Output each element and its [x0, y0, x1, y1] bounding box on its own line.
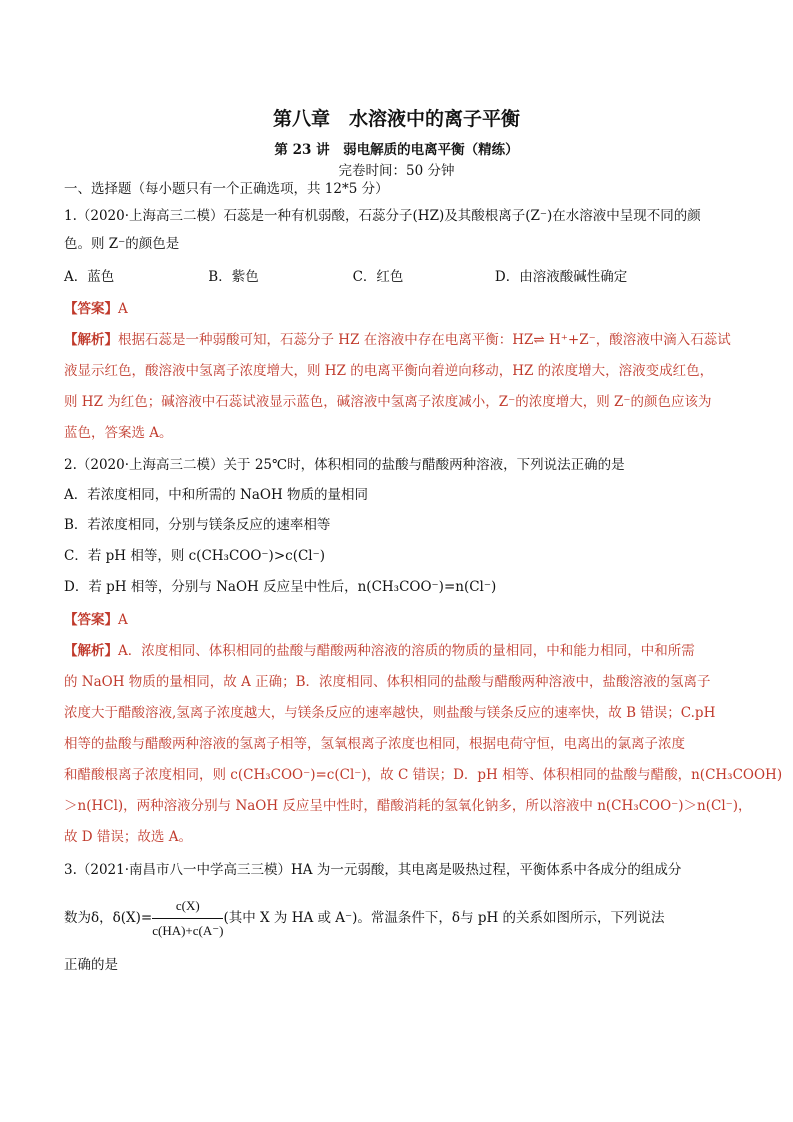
q2-analysis-line2: 的 NaOH 物质的量相同，故 A 正确；B．浓度相同、体积相同的盐酸与醋酸两种溶液中，盐酸溶液的氢离子	[64, 674, 711, 690]
q1-analysis-line3: 则 HZ 为红色；碱溶液中石蕊试液显示蓝色，碱溶液中氢离子浓度减小，Z⁻的浓度增大，则 Z⁻的颜色应该为	[64, 394, 712, 410]
q3-stem-line2	[64, 895, 665, 942]
q2-option-b: B．若浓度相同，分别与镁条反应的速率相等	[64, 517, 331, 533]
q1-analysis-label: 【解析】	[64, 332, 118, 348]
q1-option-d: D．由溶液酸碱性确定	[494, 269, 628, 285]
q2-answer-value: A	[118, 612, 128, 628]
time-limit: 完卷时间：50 分钟	[338, 163, 455, 179]
q2-answer	[64, 610, 128, 630]
q2-analysis-line7: 故 D 错误；故选 A。	[64, 829, 192, 845]
q3-stem-line1: 3.（2021·南昌市八一中学高三三模）HA 为一元弱酸，其电离是吸热过程，平衡体系中各成分的组成分	[64, 862, 682, 878]
q2-answer-label: 【答案】	[64, 612, 118, 628]
q1-answer-value: A	[118, 301, 128, 317]
q2-option-c: C．若 pH 相等，则 c(CH₃COO⁻)>c(Cl⁻)	[64, 548, 325, 564]
q2-analysis-line4: 相等的盐酸与醋酸两种溶液的氢离子相等，氢氧根离子浓度也相同，根据电荷守恒，电离出的氯离子浓度	[64, 736, 685, 752]
q1-analysis-line2: 液显示红色，酸溶液中氢离子浓度增大，则 HZ 的电离平衡向着逆向移动，HZ 的浓度增大，溶液变成红色，	[64, 363, 714, 379]
q1-stem-line2: 色。则 Z⁻的颜色是	[64, 236, 180, 252]
q3-fraction-numerator: c(X)	[152, 895, 223, 919]
q1-options	[64, 267, 627, 287]
q2-analysis-label: 【解析】	[64, 643, 118, 659]
q1-analysis-line1: 【解析】根据石蕊是一种弱酸可知，石蕊分子 HZ 在溶液中存在电离平衡：HZ⇌ H⁺+Z⁻，酸溶液中滴入石蕊试	[64, 332, 731, 348]
q3-stem-line3: 正确的是	[64, 957, 118, 973]
q3-formula-fraction	[152, 895, 223, 942]
q1-option-b: B．紫色	[208, 269, 259, 285]
lecture-title: 第 23 讲 弱电解质的电离平衡（精练）	[274, 142, 519, 158]
q3-line2-suffix: (其中 X 为 HA 或 A⁻)。常温条件下，δ与 pH 的关系如图所示，下列说法	[223, 910, 665, 926]
q2-stem: 2.（2020·上海高三二模）关于 25℃时，体积相同的盐酸与醋酸两种溶液，下列说法正确的是	[64, 457, 625, 473]
q2-analysis-line6: ＞n(HCl)，两种溶液分别与 NaOH 反应呈中性时，醋酸消耗的氢氧化钠多，所以溶液中 n(CH₃COO⁻)＞n(Cl⁻)，	[64, 798, 752, 814]
chapter-title: 第八章 水溶液中的离子平衡	[272, 108, 520, 130]
q2-analysis-line5: 和醋酸根离子浓度相同，则 c(CH₃COO⁻)=c(Cl⁻)，故 C 错误；D．pH 相等、体积相同的盐酸与醋酸，n(CH₃COOH)	[64, 767, 783, 783]
q1-analysis-line4: 蓝色，答案选 A。	[64, 425, 173, 441]
q2-analysis-line1: 【解析】A．浓度相同、体积相同的盐酸与醋酸两种溶液的溶质的物质的量相同，中和能力相同，中和所需	[64, 643, 695, 659]
q1-answer-label: 【答案】	[64, 301, 118, 317]
q2-option-d: D．若 pH 相等，分别与 NaOH 反应呈中性后，n(CH₃COO⁻)=n(Cl⁻)	[64, 579, 497, 595]
section-heading: 一、选择题（每小题只有一个正确选项，共 12*5 分）	[64, 181, 389, 197]
q1-answer	[64, 299, 128, 319]
q3-fraction-denominator: c(HA)+c(A⁻)	[152, 923, 224, 938]
q2-option-a: A．若浓度相同，中和所需的 NaOH 物质的量相同	[64, 487, 369, 503]
q1-option-a: A．蓝色	[64, 269, 115, 285]
q2-analysis-line3: 浓度大于醋酸溶液,氢离子浓度越大，与镁条反应的速率越快，则盐酸与镁条反应的速率快，故 B 错误；C.pH	[64, 705, 716, 721]
q1-stem-line1: 1.（2020·上海高三二模）石蕊是一种有机弱酸，石蕊分子(HZ)及其酸根离子(Z⁻)在水溶液中呈现不同的颜	[64, 208, 701, 224]
q3-line2-prefix: 数为δ，δ(X)=	[64, 910, 153, 926]
q1-option-c: C．红色	[352, 269, 404, 285]
